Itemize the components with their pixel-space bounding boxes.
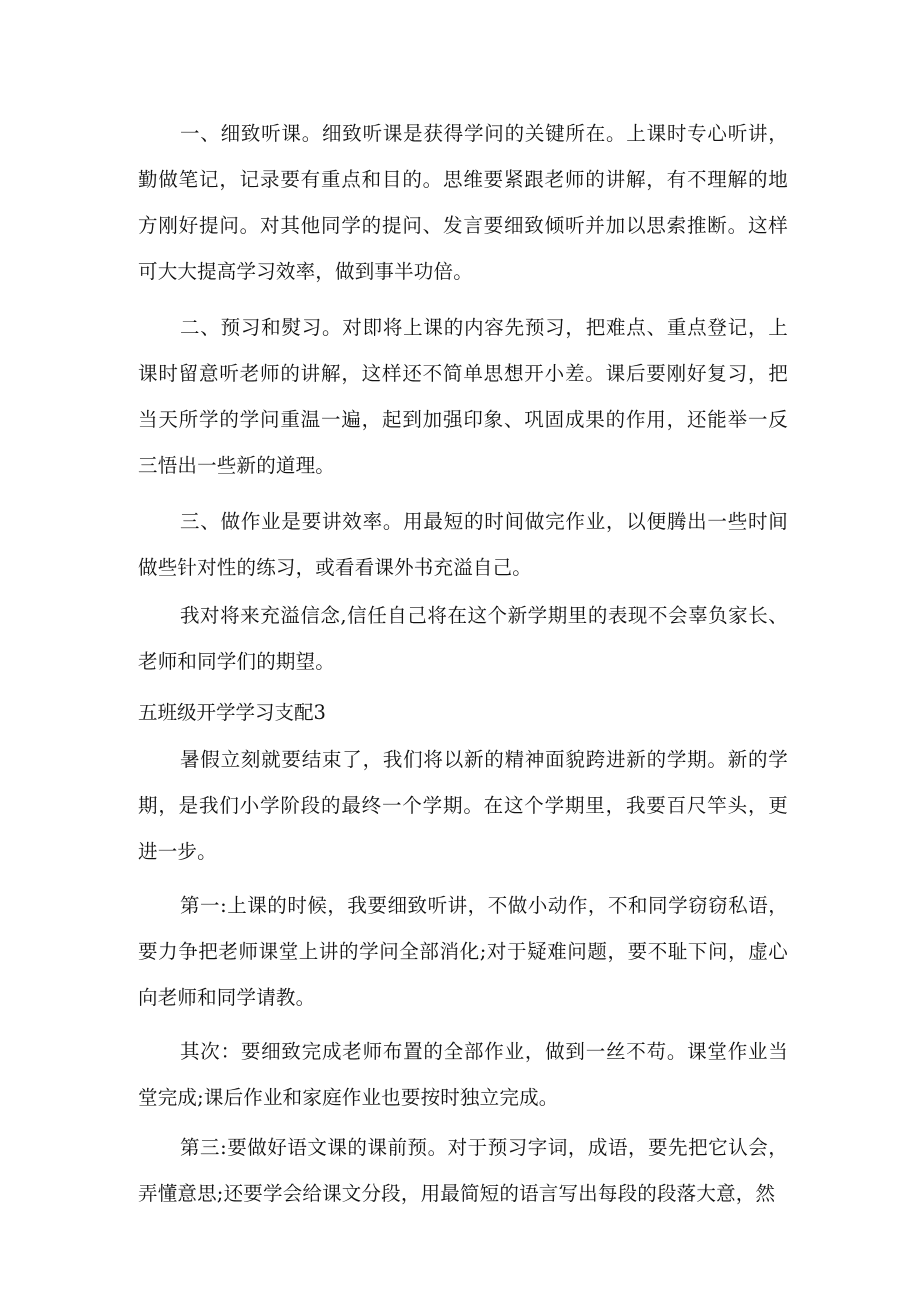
paragraph-listen-carefully: 一、细致听课。细致听课是获得学问的关键所在。上课时专心听讲，勤做笔记，记录要有重点和目的。思维要紧跟老师的讲解，有不理解的地方刚好提问。对其他同学的提问、发言要细致倾听并加以思索推断。这样可大大提高学习效率，做到事半功倍。 [138,122,788,283]
paragraph-new-semester: 暑假立刻就要结束了，我们将以新的精神面貌跨进新的学期。新的学期，是我们小学阶段的最终一个学期。在这个学期里，我要百尺竿头，更进一步。 [138,748,788,863]
paragraph-confidence: 我对将来充溢信念,信任自己将在这个新学期里的表现不会辜负家长、老师和同学们的期望。 [138,604,788,673]
section-heading: 五班级开学学习支配3 [138,701,326,724]
paragraph-second-point: 其次：要细致完成老师布置的全部作业，做到一丝不苟。课堂作业当堂完成;课后作业和家庭作业也要按时独立完成。 [138,1040,788,1109]
paragraph-first-point: 第一:上课的时候，我要细致听讲，不做小动作，不和同学窃窃私语，要力争把老师课堂上讲的学问全部消化;对于疑难问题，要不耻下问，虚心向老师和同学请教。 [138,894,788,1009]
paragraph-homework-efficiency: 三、做作业是要讲效率。用最短的时间做完作业，以便腾出一些时间做些针对性的练习，或看看课外书充溢自己。 [138,510,788,579]
paragraph-third-point: 第三:要做好语文课的课前预。对于预习字词，成语，要先把它认会，弄懂意思;还要学会给课文分段，用最简短的语言写出每段的段落大意，然 [138,1136,788,1205]
paragraph-preview-review: 二、预习和熨习。对即将上课的内容先预习，把难点、重点登记，上课时留意听老师的讲解，这样还不简单思想开小差。课后要刚好复习，把当天所学的学问重温一遍，起到加强印象、巩固成果的作用，还能举一反三悟出一些新的道理。 [138,316,788,477]
